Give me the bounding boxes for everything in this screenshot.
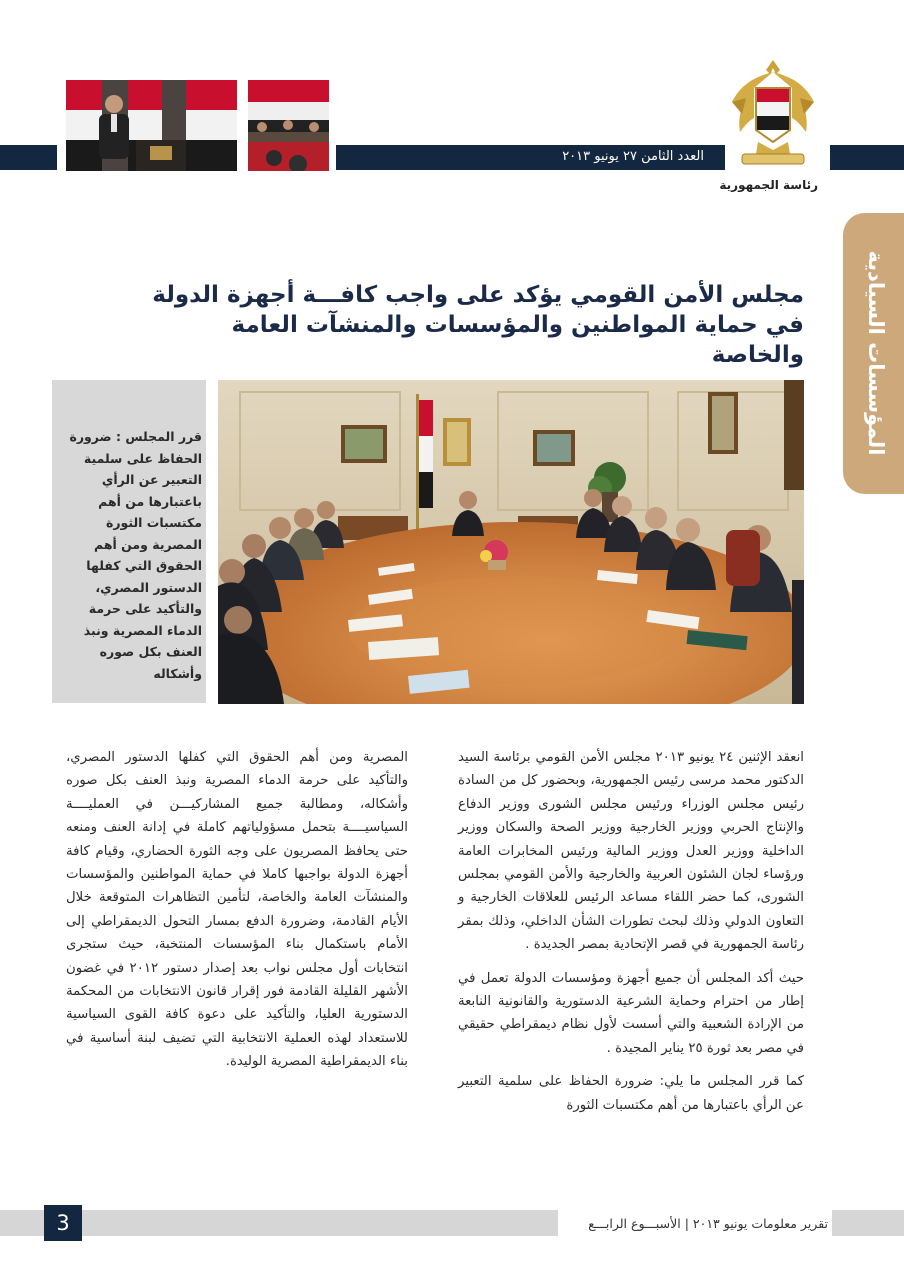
footer-bar-right [832,1210,904,1236]
meeting-photo [218,380,804,704]
header-bar-right [830,145,904,170]
article-paragraph-1: انعقد الإثنين ٢٤ يونيو ٢٠١٣ مجلس الأمن القومي برئاسة السيد الدكتور محمد مرسى رئيس الجمهورية، وبحضور كل من السادة رئيس مجلس الوزراء ورئيس مجلس الشورى ووزير الدفاع والإنتاج الحربي ووزير الخارجية ووزير الصحة والسكان ووزير الداخلية ووزير العدل ووزير المالية ورئيس المخابرات العامة ورؤساء لجان الشئون العربية والخارجية والأمن القومي بمجلس الشورى، كما حضر اللقاء مساعد الرئيس للعلاقات الخارجية و التعاون الدولي وذلك لبحث تطورات الشأن الداخلي، وذلك بمقر رئاسة الجمهورية في قصر الإتحادية بمصر الجديدة . [458,750,804,953]
article-headline [144,280,804,370]
footer-report-title: تقرير معلومات يونيو ٢٠١٣ | الأسبـــوع الرابـــع [588,1216,828,1231]
article-paragraph-4: المصرية ومن أهم الحقوق التي كفلها الدستور المصري، والتأكيد على حرمة الدماء المصرية ونبذ العنف بكل صوره وأشكاله، ومطالبة جميع المشاركيـــن في العمليــــة السياسيــــة بتحمل مسؤولياتهم كاملة في إدانة العنف ومنعه حتى يحافظ المصريون على وجه الثورة الحضاري، وقيام كافة أجهزة الدولة بواجبها كاملا في حماية المواطنين والمؤسسات والمنشآت العامة والخاصة، لتأمين التظاهرات المتوقعة خلال الأيام القادمة، وضرورة الدفع بمسار التحول الديمقراطي إلى الأمام باستكمال بناء المؤسسات المنتخبة، حيث ستجرى انتخابات أول مجلس نواب بعد إصدار دستور ٢٠١٢ في غضون الأشهر القليلة القادمة فور إقرار قانون الانتخابات من المحكمة الدستورية العليا، والتأكيد على دعوة كافة القوى السياسية للاستعداد لهذه العملية الانتخابية التي تضيف لبنة أساسية في بناء الديمقراطية المصرية الوليدة. [66,750,409,1070]
article-paragraph-3: كما قرر المجلس ما يلي: ضرورة الحفاظ على سلمية التعبير عن الرأي باعتبارها من أهم مكتسبات الثورة [458,1074,804,1113]
article-column-right [458,746,804,1117]
headline-line-2: في حماية المواطنين والمؤسسات والمنشآت العامة والخاصة [231,312,804,368]
presidency-label: رئاسة الجمهورية [719,178,818,192]
page-number: 3 [44,1205,82,1241]
header-bar-left [0,145,57,170]
header-photo-podium [66,80,237,171]
footer-bar-left [0,1210,558,1236]
caption-text: قرر المجلس : ضرورة الحفاظ على سلمية التعبير عن الرأي باعتبارها من أهم مكتسبات الثورة المصرية ومن أهم الحقوق التي كفلها الدستور المصري، والتأكيد على حرمة الدماء المصرية ونبذ العنف بكل صوره وأشكاله [69,429,202,681]
eagle-emblem-logo [728,58,818,176]
header-photo-panel [248,80,329,171]
article-column-left [66,746,408,1074]
issue-label: العدد الثامن ٢٧ يونيو ٢٠١٣ [562,149,704,164]
headline-line-1: مجلس الأمن القومي يؤكد على واجب كافـــة أجهزة الدولة [152,282,804,308]
article-paragraph-2: حيث أكد المجلس أن جميع أجهزة ومؤسسات الدولة تعمل في إطار من احترام وحماية الشرعية الدستورية والقانونية النابعة من الإرادة الشعبية والتي أسست لأول نظام ديمقراطي حقيقي في مصر بعد ثورة ٢٥ يناير المجيدة . [458,970,804,1056]
section-side-tab-label: المؤسسات السيادية [864,250,888,456]
